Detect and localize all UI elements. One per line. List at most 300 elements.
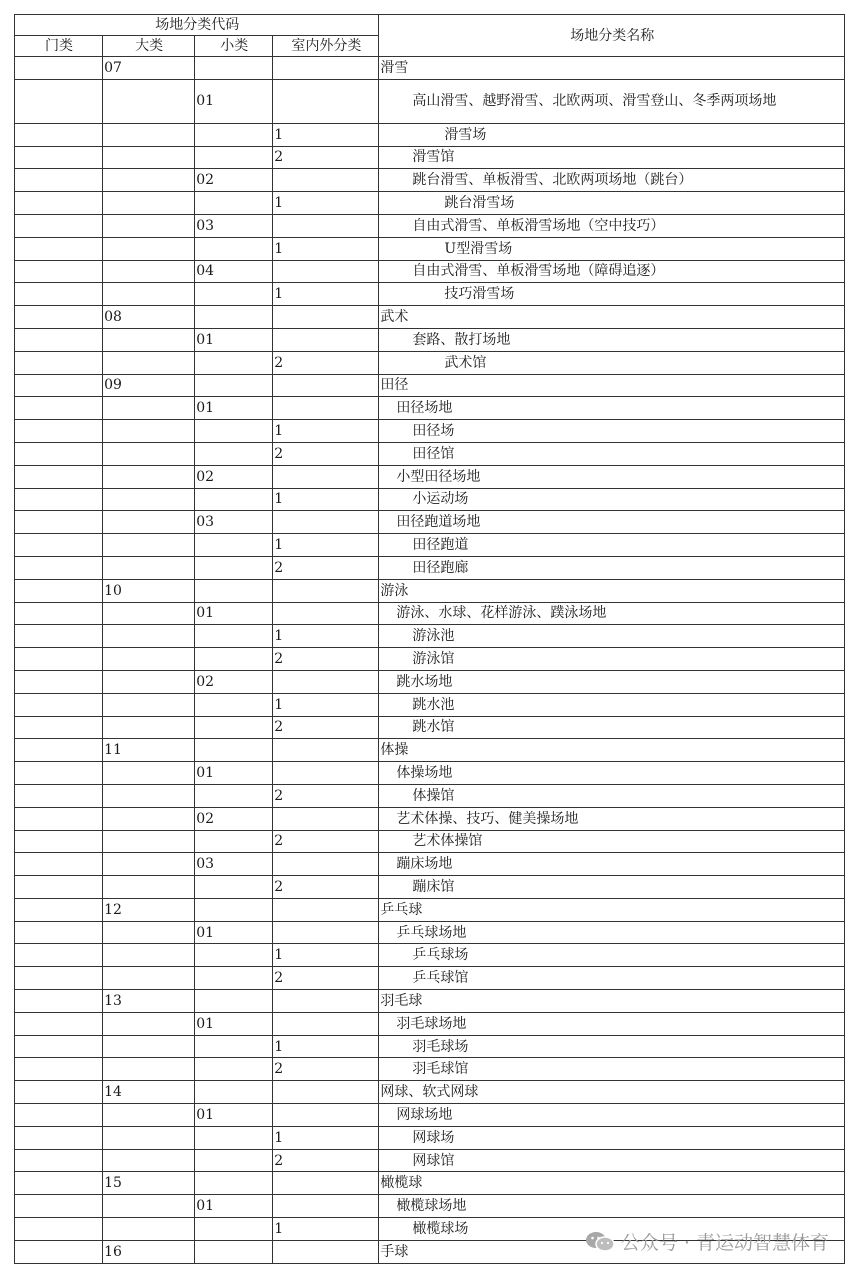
cell-dalei	[103, 670, 195, 693]
table-row	[15, 374, 845, 397]
col-header-xiaolei: 小类	[195, 36, 273, 57]
cell-indoor-outdoor: 2	[273, 1058, 379, 1081]
cell-indoor-outdoor	[273, 57, 379, 80]
cell-menlei	[15, 534, 103, 557]
cell-menlei	[15, 511, 103, 534]
cell-indoor-outdoor: 2	[273, 556, 379, 579]
cell-menlei	[15, 921, 103, 944]
cell-dalei	[103, 283, 195, 306]
cell-dalei	[103, 967, 195, 990]
cell-indoor-outdoor: 2	[273, 830, 379, 853]
cell-indoor-outdoor: 1	[273, 625, 379, 648]
cell-menlei	[15, 556, 103, 579]
cell-venue-name: 羽毛球馆	[379, 1058, 845, 1081]
cell-menlei	[15, 374, 103, 397]
cell-xiaolei	[195, 1081, 273, 1104]
cell-xiaolei: 01	[195, 79, 273, 123]
cell-venue-name: 小型田径场地	[379, 465, 845, 488]
cell-venue-name: 滑雪馆	[379, 146, 845, 169]
cell-indoor-outdoor: 1	[273, 1218, 379, 1241]
table-row	[15, 1058, 845, 1081]
cell-indoor-outdoor: 1	[273, 237, 379, 260]
cell-xiaolei	[195, 716, 273, 739]
cell-menlei	[15, 351, 103, 374]
cell-dalei	[103, 534, 195, 557]
cell-dalei	[103, 511, 195, 534]
cell-xiaolei: 01	[195, 328, 273, 351]
cell-venue-name: 自由式滑雪、单板滑雪场地（空中技巧）	[379, 214, 845, 237]
table-row	[15, 830, 845, 853]
cell-venue-name: 体操场地	[379, 762, 845, 785]
cell-indoor-outdoor	[273, 1081, 379, 1104]
cell-venue-name: 游泳	[379, 579, 845, 602]
cell-menlei	[15, 1058, 103, 1081]
table-row	[15, 397, 845, 420]
cell-dalei	[103, 1149, 195, 1172]
cell-dalei	[103, 625, 195, 648]
table-row	[15, 1149, 845, 1172]
cell-dalei	[103, 488, 195, 511]
table-row	[15, 898, 845, 921]
table-row	[15, 328, 845, 351]
cell-venue-name: 田径跑道场地	[379, 511, 845, 534]
cell-xiaolei	[195, 898, 273, 921]
cell-xiaolei: 03	[195, 853, 273, 876]
cell-indoor-outdoor	[273, 898, 379, 921]
cell-dalei	[103, 1035, 195, 1058]
cell-indoor-outdoor	[273, 921, 379, 944]
cell-venue-name: 跳台滑雪场	[379, 192, 845, 215]
cell-indoor-outdoor: 2	[273, 784, 379, 807]
cell-venue-name: 艺术体操馆	[379, 830, 845, 853]
cell-menlei	[15, 146, 103, 169]
cell-xiaolei	[195, 534, 273, 557]
cell-venue-name: 乒乓球馆	[379, 967, 845, 990]
cell-xiaolei	[195, 830, 273, 853]
table-row	[15, 192, 845, 215]
cell-indoor-outdoor	[273, 79, 379, 123]
table-header	[15, 15, 845, 57]
cell-venue-name: 羽毛球场	[379, 1035, 845, 1058]
cell-venue-name: 小运动场	[379, 488, 845, 511]
table-row	[15, 420, 845, 443]
cell-xiaolei: 01	[195, 397, 273, 420]
table-row	[15, 283, 845, 306]
cell-dalei	[103, 146, 195, 169]
cell-menlei	[15, 967, 103, 990]
cell-indoor-outdoor	[273, 1195, 379, 1218]
cell-indoor-outdoor: 1	[273, 420, 379, 443]
cell-indoor-outdoor	[273, 762, 379, 785]
cell-indoor-outdoor	[273, 511, 379, 534]
cell-menlei	[15, 1104, 103, 1127]
cell-venue-name: 网球馆	[379, 1149, 845, 1172]
table-row	[15, 1081, 845, 1104]
cell-xiaolei: 01	[195, 762, 273, 785]
name-column-header: 场地分类名称	[379, 15, 845, 57]
cell-venue-name: 跳台滑雪、单板滑雪、北欧两项场地（跳台）	[379, 169, 845, 192]
cell-indoor-outdoor	[273, 1172, 379, 1195]
cell-xiaolei: 04	[195, 260, 273, 283]
cell-indoor-outdoor: 1	[273, 944, 379, 967]
cell-indoor-outdoor	[273, 374, 379, 397]
cell-dalei	[103, 79, 195, 123]
cell-indoor-outdoor	[273, 1240, 379, 1263]
cell-venue-name: 跳水场地	[379, 670, 845, 693]
cell-indoor-outdoor	[273, 602, 379, 625]
cell-dalei	[103, 260, 195, 283]
venue-classification-table	[14, 14, 845, 1264]
cell-xiaolei	[195, 876, 273, 899]
cell-xiaolei: 03	[195, 511, 273, 534]
cell-venue-name: 田径跑道	[379, 534, 845, 557]
cell-indoor-outdoor: 2	[273, 967, 379, 990]
table-row	[15, 237, 845, 260]
cell-venue-name: 体操	[379, 739, 845, 762]
cell-venue-name: 田径馆	[379, 442, 845, 465]
cell-dalei	[103, 1126, 195, 1149]
table-row	[15, 146, 845, 169]
table-row	[15, 351, 845, 374]
table-row	[15, 57, 845, 80]
table-row	[15, 488, 845, 511]
cell-dalei	[103, 693, 195, 716]
cell-xiaolei: 01	[195, 921, 273, 944]
cell-venue-name: 滑雪场	[379, 123, 845, 146]
cell-dalei	[103, 648, 195, 671]
cell-menlei	[15, 1035, 103, 1058]
cell-indoor-outdoor: 2	[273, 442, 379, 465]
cell-dalei	[103, 465, 195, 488]
col-header-dalei: 大类	[103, 36, 195, 57]
cell-xiaolei	[195, 648, 273, 671]
table-row	[15, 511, 845, 534]
cell-dalei	[103, 716, 195, 739]
cell-menlei	[15, 488, 103, 511]
cell-dalei	[103, 442, 195, 465]
cell-dalei	[103, 123, 195, 146]
table-row	[15, 1172, 845, 1195]
cell-menlei	[15, 693, 103, 716]
cell-venue-name: 蹦床场地	[379, 853, 845, 876]
cell-indoor-outdoor	[273, 397, 379, 420]
cell-dalei	[103, 1218, 195, 1241]
cell-indoor-outdoor: 1	[273, 283, 379, 306]
table-row	[15, 807, 845, 830]
cell-indoor-outdoor	[273, 739, 379, 762]
table-row	[15, 169, 845, 192]
cell-menlei	[15, 648, 103, 671]
table-row	[15, 556, 845, 579]
cell-dalei	[103, 602, 195, 625]
cell-menlei	[15, 1081, 103, 1104]
cell-indoor-outdoor: 2	[273, 351, 379, 374]
cell-venue-name: 体操馆	[379, 784, 845, 807]
table-row	[15, 1195, 845, 1218]
cell-dalei	[103, 169, 195, 192]
cell-menlei	[15, 397, 103, 420]
cell-menlei	[15, 123, 103, 146]
table-row	[15, 921, 845, 944]
cell-xiaolei	[195, 351, 273, 374]
cell-dalei	[103, 876, 195, 899]
cell-dalei: 09	[103, 374, 195, 397]
cell-menlei	[15, 830, 103, 853]
cell-indoor-outdoor	[273, 465, 379, 488]
cell-menlei	[15, 876, 103, 899]
cell-xiaolei	[195, 123, 273, 146]
cell-indoor-outdoor	[273, 1104, 379, 1127]
cell-venue-name: 游泳、水球、花样游泳、蹼泳场地	[379, 602, 845, 625]
cell-dalei: 08	[103, 306, 195, 329]
table-row	[15, 648, 845, 671]
cell-dalei	[103, 397, 195, 420]
cell-menlei	[15, 192, 103, 215]
cell-indoor-outdoor	[273, 853, 379, 876]
table-row	[15, 784, 845, 807]
cell-dalei	[103, 556, 195, 579]
cell-xiaolei: 02	[195, 670, 273, 693]
cell-xiaolei	[195, 990, 273, 1013]
cell-dalei: 15	[103, 1172, 195, 1195]
table-row	[15, 670, 845, 693]
cell-xiaolei	[195, 556, 273, 579]
cell-xiaolei	[195, 739, 273, 762]
cell-venue-name: 艺术体操、技巧、健美操场地	[379, 807, 845, 830]
cell-indoor-outdoor: 1	[273, 488, 379, 511]
cell-venue-name: 跳水馆	[379, 716, 845, 739]
cell-venue-name: 游泳池	[379, 625, 845, 648]
cell-menlei	[15, 739, 103, 762]
cell-xiaolei	[195, 944, 273, 967]
watermark-text: 公众号 · 青运动智慧体育	[620, 1232, 829, 1254]
cell-indoor-outdoor	[273, 990, 379, 1013]
cell-dalei	[103, 1104, 195, 1127]
cell-dalei	[103, 784, 195, 807]
cell-menlei	[15, 602, 103, 625]
cell-venue-name: 套路、散打场地	[379, 328, 845, 351]
cell-indoor-outdoor	[273, 169, 379, 192]
cell-menlei	[15, 328, 103, 351]
cell-xiaolei	[195, 1126, 273, 1149]
cell-menlei	[15, 625, 103, 648]
cell-menlei	[15, 579, 103, 602]
cell-menlei	[15, 57, 103, 80]
cell-dalei	[103, 420, 195, 443]
cell-indoor-outdoor	[273, 807, 379, 830]
cell-venue-name: 自由式滑雪、单板滑雪场地（障碍追逐）	[379, 260, 845, 283]
cell-dalei: 12	[103, 898, 195, 921]
cell-venue-name: U型滑雪场	[379, 237, 845, 260]
cell-xiaolei: 01	[195, 1104, 273, 1127]
cell-venue-name: 田径跑廊	[379, 556, 845, 579]
cell-xiaolei	[195, 1218, 273, 1241]
table-row	[15, 876, 845, 899]
cell-xiaolei: 03	[195, 214, 273, 237]
table-row	[15, 534, 845, 557]
cell-dalei	[103, 237, 195, 260]
cell-xiaolei	[195, 420, 273, 443]
cell-menlei	[15, 306, 103, 329]
table-row	[15, 1012, 845, 1035]
table-row	[15, 967, 845, 990]
table-row	[15, 625, 845, 648]
table-row	[15, 260, 845, 283]
table-body	[15, 57, 845, 1264]
cell-menlei	[15, 1126, 103, 1149]
table-row	[15, 853, 845, 876]
cell-menlei	[15, 1240, 103, 1263]
cell-venue-name: 羽毛球场地	[379, 1012, 845, 1035]
cell-dalei: 11	[103, 739, 195, 762]
cell-dalei	[103, 328, 195, 351]
table-row	[15, 739, 845, 762]
cell-venue-name: 滑雪	[379, 57, 845, 80]
cell-xiaolei	[195, 1172, 273, 1195]
cell-menlei	[15, 807, 103, 830]
cell-venue-name: 跳水池	[379, 693, 845, 716]
table-row	[15, 306, 845, 329]
cell-dalei	[103, 1012, 195, 1035]
cell-xiaolei	[195, 967, 273, 990]
cell-menlei	[15, 762, 103, 785]
cell-menlei	[15, 1195, 103, 1218]
cell-venue-name: 橄榄球	[379, 1172, 845, 1195]
col-header-menlei: 门类	[15, 36, 103, 57]
cell-dalei: 14	[103, 1081, 195, 1104]
cell-venue-name: 网球、软式网球	[379, 1081, 845, 1104]
cell-xiaolei	[195, 192, 273, 215]
cell-xiaolei: 01	[195, 1195, 273, 1218]
cell-dalei: 07	[103, 57, 195, 80]
cell-xiaolei	[195, 442, 273, 465]
table-row	[15, 602, 845, 625]
cell-xiaolei: 02	[195, 169, 273, 192]
cell-dalei: 13	[103, 990, 195, 1013]
watermark	[585, 1228, 829, 1255]
cell-xiaolei	[195, 146, 273, 169]
cell-indoor-outdoor	[273, 579, 379, 602]
cell-indoor-outdoor: 1	[273, 123, 379, 146]
wechat-icon	[585, 1230, 615, 1254]
cell-dalei	[103, 214, 195, 237]
cell-menlei	[15, 283, 103, 306]
cell-venue-name: 技巧滑雪场	[379, 283, 845, 306]
cell-menlei	[15, 716, 103, 739]
cell-menlei	[15, 420, 103, 443]
table-row	[15, 79, 845, 123]
cell-venue-name: 田径场地	[379, 397, 845, 420]
cell-venue-name: 手球	[379, 1240, 845, 1263]
cell-dalei	[103, 830, 195, 853]
cell-dalei	[103, 192, 195, 215]
cell-menlei	[15, 214, 103, 237]
cell-indoor-outdoor	[273, 214, 379, 237]
cell-dalei	[103, 762, 195, 785]
cell-menlei	[15, 79, 103, 123]
cell-xiaolei	[195, 1240, 273, 1263]
table-row	[15, 990, 845, 1013]
cell-dalei	[103, 807, 195, 830]
table-row	[15, 762, 845, 785]
cell-dalei	[103, 944, 195, 967]
cell-menlei	[15, 670, 103, 693]
table-row	[15, 442, 845, 465]
cell-menlei	[15, 1012, 103, 1035]
table-row	[15, 1104, 845, 1127]
table-row	[15, 716, 845, 739]
cell-venue-name: 游泳馆	[379, 648, 845, 671]
cell-xiaolei	[195, 488, 273, 511]
cell-indoor-outdoor: 2	[273, 716, 379, 739]
cell-indoor-outdoor: 2	[273, 648, 379, 671]
cell-indoor-outdoor	[273, 306, 379, 329]
cell-menlei	[15, 990, 103, 1013]
cell-venue-name: 橄榄球场地	[379, 1195, 845, 1218]
cell-dalei	[103, 351, 195, 374]
cell-indoor-outdoor: 2	[273, 146, 379, 169]
cell-menlei	[15, 465, 103, 488]
cell-dalei	[103, 1058, 195, 1081]
cell-dalei	[103, 853, 195, 876]
cell-menlei	[15, 237, 103, 260]
cell-menlei	[15, 169, 103, 192]
cell-xiaolei: 01	[195, 602, 273, 625]
cell-indoor-outdoor: 2	[273, 1149, 379, 1172]
cell-xiaolei	[195, 784, 273, 807]
cell-menlei	[15, 784, 103, 807]
cell-venue-name: 网球场地	[379, 1104, 845, 1127]
table-row	[15, 465, 845, 488]
cell-xiaolei	[195, 374, 273, 397]
cell-xiaolei	[195, 1058, 273, 1081]
cell-xiaolei	[195, 625, 273, 648]
cell-venue-name: 高山滑雪、越野滑雪、北欧两项、滑雪登山、冬季两项场地	[379, 79, 845, 123]
cell-xiaolei	[195, 1035, 273, 1058]
cell-xiaolei: 02	[195, 807, 273, 830]
cell-xiaolei	[195, 579, 273, 602]
cell-indoor-outdoor: 1	[273, 693, 379, 716]
cell-menlei	[15, 442, 103, 465]
cell-xiaolei: 02	[195, 465, 273, 488]
cell-venue-name: 田径	[379, 374, 845, 397]
cell-venue-name: 网球场	[379, 1126, 845, 1149]
cell-indoor-outdoor: 1	[273, 1126, 379, 1149]
code-group-header: 场地分类代码	[15, 15, 379, 36]
cell-venue-name: 羽毛球	[379, 990, 845, 1013]
cell-venue-name: 乒乓球场地	[379, 921, 845, 944]
cell-indoor-outdoor	[273, 670, 379, 693]
cell-xiaolei	[195, 283, 273, 306]
table-row	[15, 214, 845, 237]
col-header-indoor-outdoor: 室内外分类	[273, 36, 379, 57]
cell-venue-name: 蹦床馆	[379, 876, 845, 899]
cell-dalei: 10	[103, 579, 195, 602]
cell-indoor-outdoor	[273, 1012, 379, 1035]
cell-venue-name: 武术馆	[379, 351, 845, 374]
table-row	[15, 579, 845, 602]
cell-indoor-outdoor	[273, 328, 379, 351]
cell-dalei: 16	[103, 1240, 195, 1263]
cell-menlei	[15, 260, 103, 283]
cell-indoor-outdoor: 1	[273, 192, 379, 215]
cell-xiaolei: 01	[195, 1012, 273, 1035]
cell-venue-name: 乒乓球	[379, 898, 845, 921]
cell-indoor-outdoor: 2	[273, 876, 379, 899]
cell-venue-name: 田径场	[379, 420, 845, 443]
cell-xiaolei	[195, 306, 273, 329]
cell-menlei	[15, 944, 103, 967]
